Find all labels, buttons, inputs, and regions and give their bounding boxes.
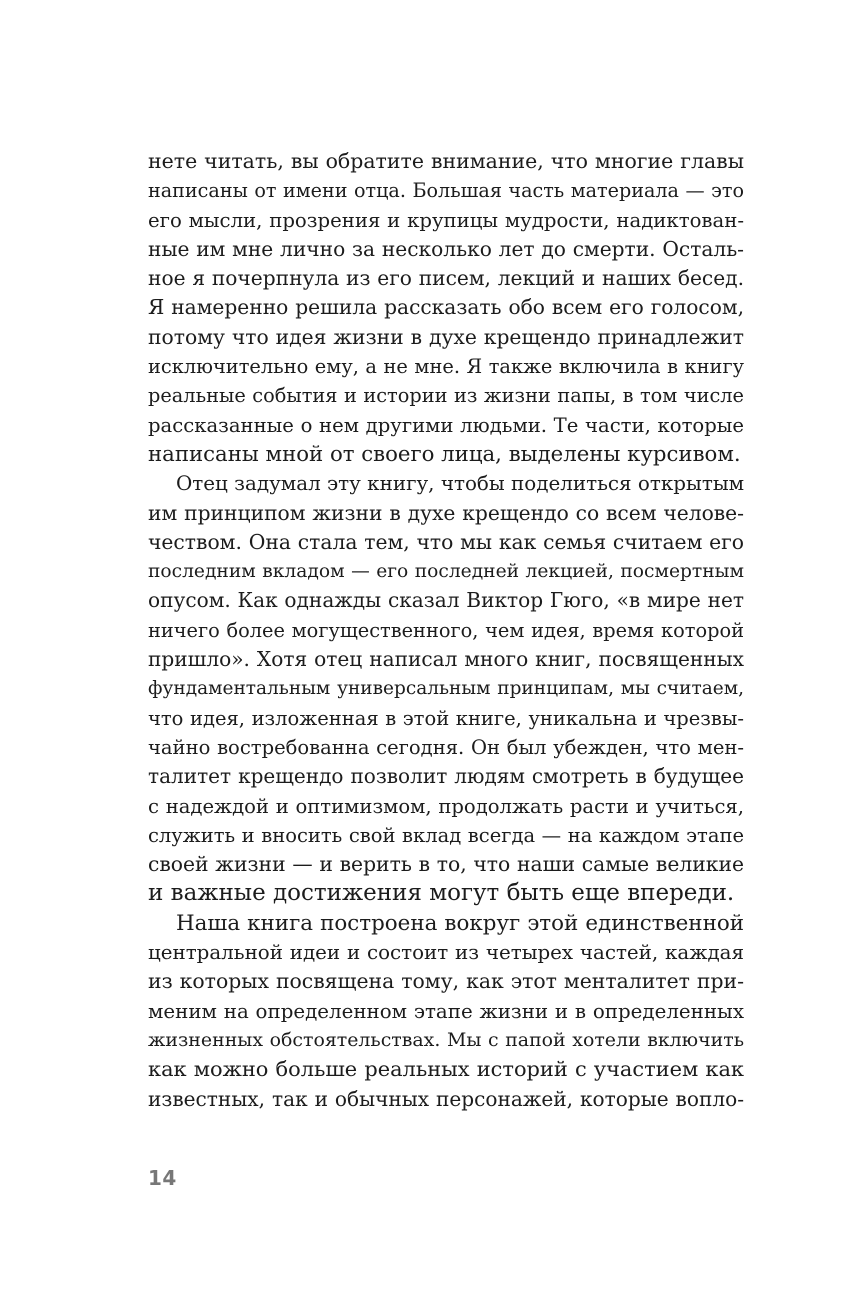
- text-line: опусом. Как однажды сказал Виктор Гюго, «в мире нет: [148, 588, 744, 613]
- text-line: им принципом жизни в духе крещендо со всем челове-: [148, 500, 744, 525]
- text-line: центральной идеи и состоит из четырех частей, каждая: [148, 941, 744, 965]
- text-line: с надеждой и оптимизмом, продолжать расти и учиться,: [148, 794, 744, 818]
- text-line: нете читать, вы обратите внимание, что многие главы: [148, 149, 744, 173]
- text-line: служить и вносить свой вклад всегда — на каждом этапе: [148, 823, 744, 847]
- text-line: как можно больше реальных историй с участием как: [148, 1057, 744, 1082]
- text-line: чайно востребованна сегодня. Он был убежден, что мен-: [148, 735, 744, 759]
- text-line: потому что идея жизни в духе крещендо принадлежит: [148, 324, 744, 349]
- text-line: реальные события и истории из жизни папы, в том числе: [148, 384, 744, 408]
- text-line: написаны мной от своего лица, выделены курсивом.: [148, 441, 741, 467]
- text-line: меним на определенном этапе жизни и в определенных: [148, 999, 744, 1023]
- text-line: фундаментальным универсальным принципам, мы считаем,: [148, 678, 744, 700]
- text-line: его мысли, прозрения и крупицы мудрости, надиктован-: [148, 208, 744, 232]
- text-line: последним вкладом — его последней лекцией, посмертным: [148, 561, 744, 583]
- text-line: своей жизни — и верить в то, что наши самые великие: [148, 852, 744, 877]
- text-line: рассказанные о нем другими людьми. Те части, которые: [148, 413, 744, 437]
- text-line: написаны от имени отца. Большая часть материала — это: [148, 179, 744, 203]
- body-text: [148, 147, 744, 1114]
- text-line: Я намеренно решила рассказать обо всем его голосом,: [148, 295, 744, 320]
- text-line: чеством. Она стала тем, что мы как семья считаем его: [148, 529, 744, 554]
- page-number: 14: [148, 1166, 177, 1190]
- text-line: ное я почерпнула из его писем, лекций и наших бесед.: [148, 266, 744, 291]
- text-line: и важные достижения могут быть еще впереди.: [148, 880, 735, 907]
- text-line: жизненных обстоятельствах. Мы с папой хотели включить: [148, 1028, 744, 1051]
- text-line: Наша книга построена вокруг этой единственной: [176, 910, 744, 936]
- text-line: Отец задумал эту книгу, чтобы поделиться открытым: [176, 472, 745, 496]
- text-line: талитет крещендо позволит людям смотреть в будущее: [148, 764, 744, 789]
- text-line: что идея, изложенная в этой книге, уникальна и чрезвы-: [148, 706, 744, 730]
- text-line: исключительно ему, а не мне. Я также включила в книгу: [148, 355, 744, 379]
- text-line: ничего более могущественного, чем идея, время которой: [148, 618, 744, 642]
- text-line: ные им мне лично за несколько лет до смерти. Осталь-: [148, 236, 744, 261]
- text-line: из которых посвящена тому, как этот менталитет при-: [148, 969, 744, 994]
- text-line: пришло». Хотя отец написал много книг, посвященных: [148, 647, 744, 672]
- text-line: известных, так и обычных персонажей, которые вопло-: [148, 1086, 744, 1111]
